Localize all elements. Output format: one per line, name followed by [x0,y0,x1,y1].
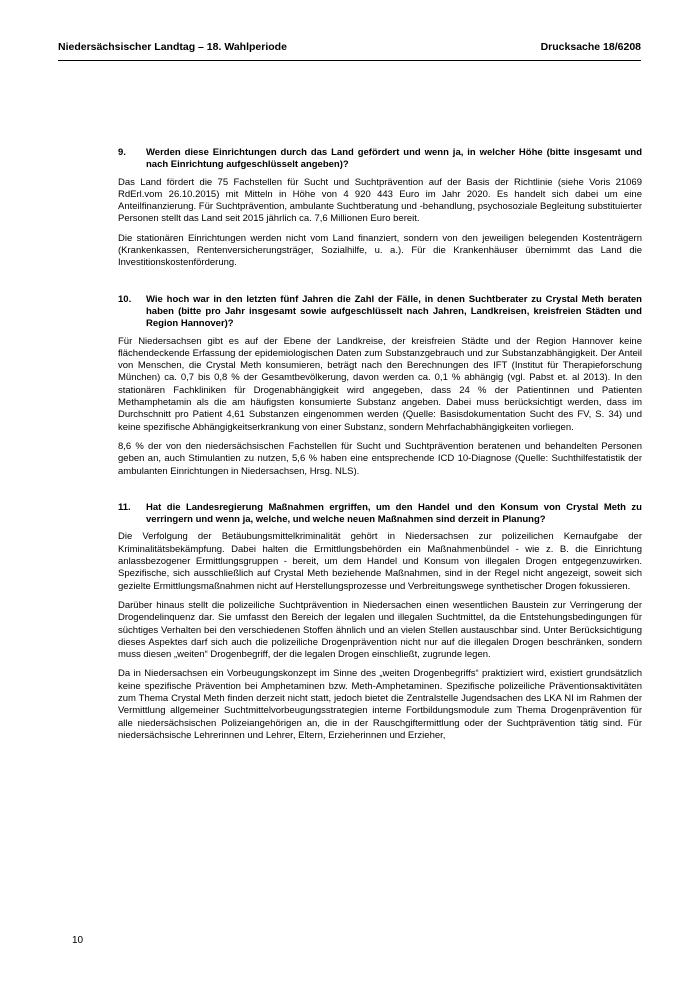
document-body [118,147,642,766]
answer-paragraph: Darüber hinaus stellt die polizeiliche Suchtprävention in Niedersachen einen wesentlichen Baustein zur Verringerung der Drogendelinquenz dar. Sie umfasst den Bereich der legalen und illegalen Suchtmittel, da die Entstehungsbedingungen für süchtiges Verhalten bei den verschiedenen Stoffen ähnlich und an vielen Stellen austauschbar sind. Unter Berücksichtigung dieses Aspektes darf sich auch die polizeiliche Drogenprävention nicht nur auf die illegalen Drogen beschränken, sondern muss diesen „weiten“ Drogenbegriff, der die legalen Drogen einschließt, zugrunde legen. [118,599,642,661]
answer [118,177,642,270]
header-title: Niedersächsischer Landtag – 18. Wahlperiode [58,41,287,53]
question-section-9 [118,147,642,270]
question-heading [118,294,642,331]
question-text: Wie hoch war in den letzten fünf Jahren die Zahl der Fälle, in denen Suchtberater zu Crystal Meth beraten haben (bitte pro Jahr insgesamt sowie aufgeschlüsselt nach Jahren, Landkreisen, kreisfreien Städten und Region Hannover)? [146,293,642,330]
answer-paragraph: Die stationären Einrichtungen werden nicht vom Land finanziert, sondern von den jeweiligen belegenden Kostenträgern (Krankenkassen, Rentenversicherungsträger, Sozialhilfe, u. a.). Für die Krankenhäuser übernimmt das Land die Investitionskostenförderung. [118,232,642,269]
question-section-10 [118,294,642,478]
page-number: 10 [72,935,84,946]
answer [118,531,642,742]
answer-paragraph: Für Niedersachsen gibt es auf der Ebene der Landkreise, der kreisfreien Städte und der Region Hannover keine flächendeckende Erfassung der epidemiologischen Daten zum Substanzgebrauch und zur Substanzabhängigkeit. Der Anteil von Menschen, die Crystal Meth konsumieren, beträgt nach den Berechnungen des IFT (Institut für Therapieforschung München) ca. 0,7 bis 0,8 % der Gesamtbevölkerung, davon werden ca. 0,1 % abhängig (vgl. Pabst et. al 2013). In den stationären Fachkliniken für Drogenabhängigkeit wird angegeben, dass 24 % der Patientinnen und Patienten Methamphetamin als die am häufigsten konsumierte Substanz angeben. Dabei muss berücksichtigt werden, dass im Durchschnitt pro Patient 4,61 Substanzen eingenommen werden (Quelle: Basisdokumentation Sucht des FV, S. 34) und keine spezifische Abhängigkeitserkrankung von einer Substanz, sondern Mehrfachabhängigkeiten vorliegen. [118,335,642,433]
answer [118,336,642,478]
answer-paragraph: 8,6 % der von den niedersächsischen Fachstellen für Sucht und Suchtprävention beratenen und behandelten Personen geben an, auch Stimulantien zu nutzen, 5,6 % haben eine entsprechende ICD 10-Diagnose (Quelle: Suchthilfestatistik der ambulanten Einrichtungen in Niedersachsen, Hrsg. NLS). [118,440,642,477]
question-number: 9. [118,147,126,158]
question-text: Hat die Landesregierung Maßnahmen ergriffen, um den Handel und den Konsum von Crystal Meth zu verringern und wenn ja, welche, und welche neuen Maßnahmen sind derzeit in Planung? [146,501,642,526]
question-section-11 [118,502,642,742]
question-number: 11. [118,501,131,513]
question-heading [118,502,642,527]
question-heading [118,147,642,172]
answer-paragraph: Die Verfolgung der Betäubungsmittelkriminalität gehört in Niedersachsen zur polizeilichen Kernaufgabe der Kriminalitätsbekämpfung. Dabei halten die Ermittlungsbehörden ein Maßnahmenbündel - wie z. B. die Einrichtung anlassbezogener Ermittlungsgruppen - bereit, um dem Handel und Konsum von illegalen Drogen entgegenzuwirken. Spezifische, sich ausschließlich auf Crystal Meth beziehende Maßnahmen, sind in der Regel nicht angezeigt, soweit sich gezielte Ermittlungsmaßnahmen nicht auf Herstellungsprozesse und Verbreitungswege synthetischer Drogen fokussieren. [118,531,642,592]
answer-paragraph: Das Land fördert die 75 Fachstellen für Sucht und Suchtprävention auf der Basis der Richtlinie (siehe Voris 21069 RdErl.vom 26.10.2015) mit Mitteln in Höhe von 4 920 443 Euro im Jahr 2020. Es handelt sich dabei um eine Anteilfinanzierung. Für Suchtprävention, ambulante Suchtberatung und -behandlung, psychosoziale Begleitung substituierter Personen stellt das Land seit 2015 jährlich ca. 7,6 Millionen Euro bereit. [118,176,642,225]
question-text: Werden diese Einrichtungen durch das Land gefördert und wenn ja, in welcher Höhe (bitte insgesamt und nach Einrichtung aufgeschlüsselt angeben)? [146,147,642,171]
page-header [58,41,641,55]
question-number: 10. [118,293,132,305]
answer-paragraph: Da in Niedersachsen ein Vorbeugungskonzept im Sinne des „weiten Drogenbegriffs“ praktiziert wird, existiert grundsätzlich keine spezifische Prävention bei Amphetaminen bzw. Meth-Amphetaminen. Spezifische polizeiliche Präventionsaktivitäten zum Thema Crystal Meth finden derzeit nicht statt, jedoch bietet die Zentralstelle Jugendsachen des LKA NI im Rahmen der Vermittlung allgemeiner Suchtmittelvorbeugungsstrategien interne Fortbildungsmodule zum Thema Drogenprävention für alle niedersächsischen Polizeiangehörigen an, die in der Rauschgiftermittlung oder der Suchtprävention tätig sind. Für niedersächsische Lehrerinnen und Lehrer, Eltern, Erzieherinnen und Erzieher, [118,668,642,741]
header-divider [58,60,641,61]
document-number: Drucksache 18/6208 [540,41,641,53]
